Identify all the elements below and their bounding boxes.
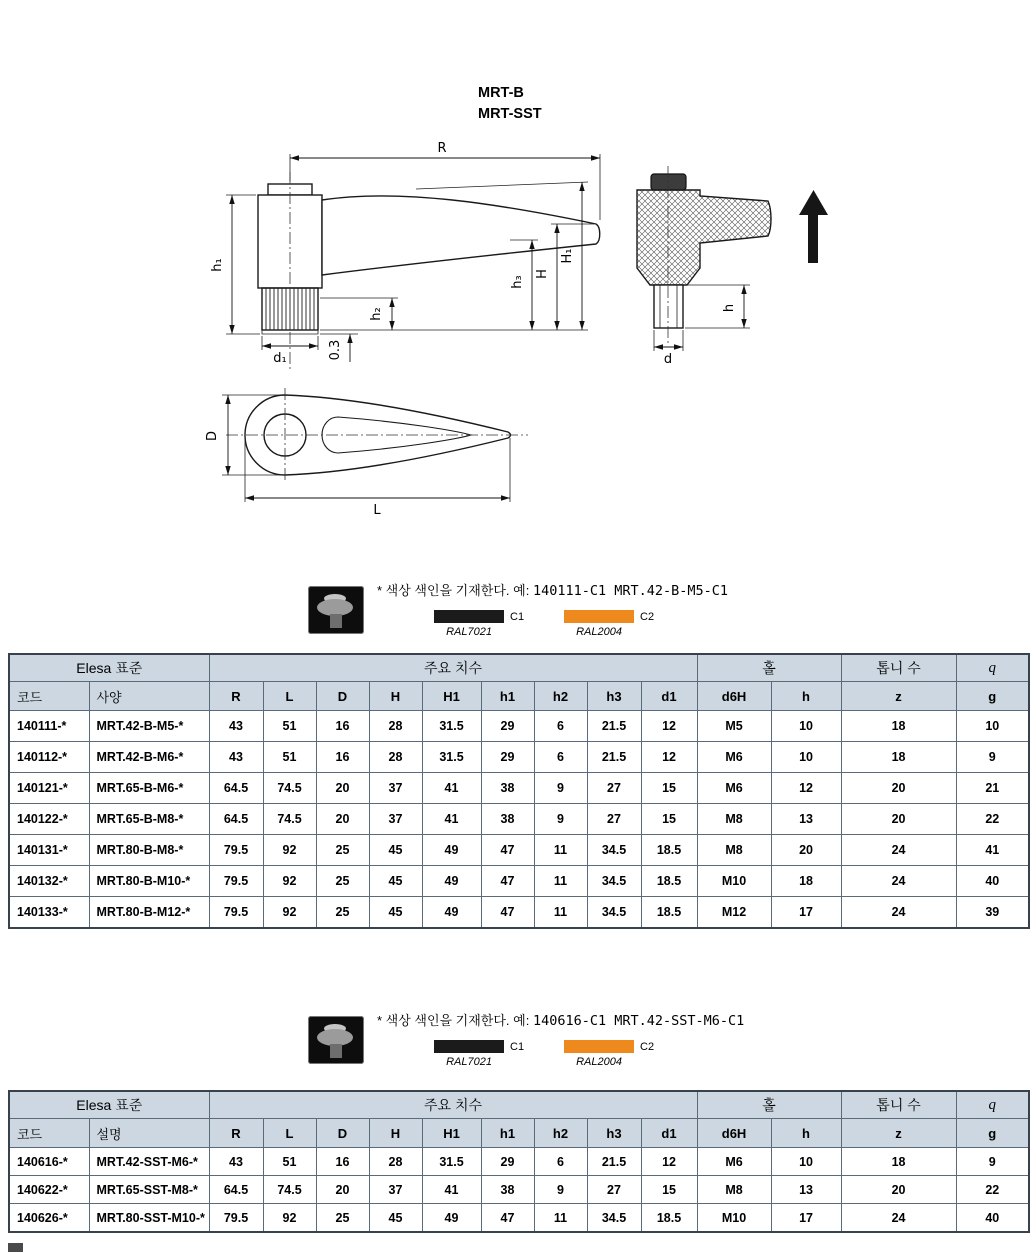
side-view-drawing (210, 141, 600, 370)
table-row (9, 711, 1029, 742)
value-cell: 24 (841, 1204, 956, 1233)
value-cell: 92 (263, 897, 316, 929)
value-cell: 41 (422, 773, 481, 804)
value-cell: M10 (697, 866, 771, 897)
value-cell: 17 (771, 897, 841, 929)
value-cell: 16 (316, 1148, 369, 1176)
color-swatch-group-c2 (564, 1040, 694, 1068)
table-group-header: Elesa 표준 (9, 654, 209, 682)
table-col-header: z (841, 682, 956, 711)
table-col-header: h3 (587, 1119, 641, 1148)
value-cell: 38 (481, 1176, 534, 1204)
value-cell: 20 (316, 773, 369, 804)
value-cell: 47 (481, 835, 534, 866)
table-col-header: 사양 (89, 682, 209, 711)
value-cell: 49 (422, 835, 481, 866)
value-cell: 24 (841, 835, 956, 866)
table-group-header-row (9, 1091, 1029, 1119)
dim-label-H1: H₁ (560, 248, 575, 264)
dim-label-D: D (205, 430, 220, 442)
value-cell: 25 (316, 1204, 369, 1233)
table-col-header: H (369, 1119, 422, 1148)
code-cell: 140132-* (9, 866, 89, 897)
value-cell: 45 (369, 1204, 422, 1233)
table-group-header: 홀 (697, 654, 841, 682)
value-cell: 18 (771, 866, 841, 897)
table-col-header: d6H (697, 682, 771, 711)
table-col-header: h (771, 1119, 841, 1148)
value-cell: 21 (956, 773, 1029, 804)
table-col-header: L (263, 1119, 316, 1148)
table-row (9, 804, 1029, 835)
value-cell: 15 (641, 1176, 697, 1204)
c2-ral-code: RAL2004 (576, 1056, 622, 1068)
value-cell: 6 (534, 742, 587, 773)
value-cell: 38 (481, 804, 534, 835)
table-col-header: L (263, 682, 316, 711)
table-row (9, 866, 1029, 897)
value-cell: 92 (263, 866, 316, 897)
table-row (9, 1176, 1029, 1204)
value-cell: 16 (316, 742, 369, 773)
value-cell: 6 (534, 711, 587, 742)
color-note-example: 140616-C1 MRT.42-SST-M6-C1 (532, 1013, 745, 1029)
value-cell: 12 (641, 711, 697, 742)
dim-label-h3: h₃ (510, 275, 525, 289)
color-note-body (377, 580, 728, 638)
table-col-header: h2 (534, 1119, 587, 1148)
table-col-header: D (316, 1119, 369, 1148)
value-cell: 20 (841, 804, 956, 835)
value-cell: 45 (369, 835, 422, 866)
value-cell: 51 (263, 711, 316, 742)
table-group-header: 주요 치수 (209, 1091, 697, 1119)
value-cell: 27 (587, 1176, 641, 1204)
color-swatch-group-c1 (434, 1040, 564, 1068)
value-cell: 47 (481, 1204, 534, 1233)
value-cell: 25 (316, 897, 369, 929)
table-row (9, 897, 1029, 929)
table-col-header: g (956, 1119, 1029, 1148)
c1-ral-code: RAL7021 (446, 626, 492, 638)
value-cell: 22 (956, 1176, 1029, 1204)
value-cell: 28 (369, 1148, 422, 1176)
table-group-header: q (956, 654, 1029, 682)
value-cell: 51 (263, 742, 316, 773)
table-row (9, 835, 1029, 866)
value-cell: 47 (481, 897, 534, 929)
section-view-drawing (637, 166, 828, 367)
spec-cell: MRT.42-B-M6-* (89, 742, 209, 773)
value-cell: 18.5 (641, 866, 697, 897)
table-col-header: 코드 (9, 1119, 89, 1148)
value-cell: 47 (481, 866, 534, 897)
color-swatch-group-c1 (434, 610, 564, 638)
value-cell: 9 (534, 1176, 587, 1204)
value-cell: 12 (641, 742, 697, 773)
table-group-header: 톱니 수 (841, 654, 956, 682)
value-cell: 18 (841, 711, 956, 742)
dim-label-h1: h₁ (210, 258, 225, 272)
handle-photo-stem (330, 1044, 342, 1058)
value-cell: 18.5 (641, 1204, 697, 1233)
spec-cell: MRT.80-SST-M10-* (89, 1204, 209, 1233)
value-cell: 92 (263, 1204, 316, 1233)
table-col-header: z (841, 1119, 956, 1148)
value-cell: 31.5 (422, 742, 481, 773)
table-row (9, 1204, 1029, 1233)
value-cell: M6 (697, 1148, 771, 1176)
code-cell: 140121-* (9, 773, 89, 804)
code-cell: 140122-* (9, 804, 89, 835)
value-cell: 29 (481, 1148, 534, 1176)
table-column-header-row (9, 682, 1029, 711)
value-cell: 21.5 (587, 1148, 641, 1176)
value-cell: 21.5 (587, 711, 641, 742)
value-cell: 29 (481, 742, 534, 773)
value-cell: M12 (697, 897, 771, 929)
table-col-header: H1 (422, 1119, 481, 1148)
value-cell: M8 (697, 835, 771, 866)
table-group-header: q (956, 1091, 1029, 1119)
value-cell: M8 (697, 804, 771, 835)
value-cell: 25 (316, 866, 369, 897)
table-group-header: Elesa 표준 (9, 1091, 209, 1119)
value-cell: 79.5 (209, 1204, 263, 1233)
code-cell: 140111-* (9, 711, 89, 742)
table-col-header: h3 (587, 682, 641, 711)
value-cell: 79.5 (209, 897, 263, 929)
table-row (9, 742, 1029, 773)
dim-label-offset: 0.3 (328, 339, 343, 361)
table-col-header: d1 (641, 682, 697, 711)
value-cell: 6 (534, 1148, 587, 1176)
value-cell: 31.5 (422, 1148, 481, 1176)
table-col-header: h (771, 682, 841, 711)
drawing-title-mrt-b: MRT-B (478, 85, 524, 101)
value-cell: 34.5 (587, 866, 641, 897)
value-cell: 18.5 (641, 897, 697, 929)
table-col-header: g (956, 682, 1029, 711)
c1-color-swatch (434, 1040, 504, 1053)
value-cell: 64.5 (209, 773, 263, 804)
value-cell: 64.5 (209, 804, 263, 835)
value-cell: 34.5 (587, 1204, 641, 1233)
table-col-header: d1 (641, 1119, 697, 1148)
color-note-b (308, 580, 728, 638)
drawing-title-mrt-sst: MRT-SST (478, 106, 542, 122)
value-cell: 49 (422, 897, 481, 929)
value-cell: 25 (316, 835, 369, 866)
spec-cell: MRT.80-B-M12-* (89, 897, 209, 929)
c1-label: C1 (510, 610, 525, 623)
value-cell: 41 (422, 1176, 481, 1204)
dim-label-d1: d₁ (273, 351, 287, 366)
value-cell: 37 (369, 773, 422, 804)
value-cell: 24 (841, 897, 956, 929)
knob-cap (651, 174, 686, 190)
value-cell: M8 (697, 1176, 771, 1204)
table-col-header: 코드 (9, 682, 89, 711)
code-cell: 140133-* (9, 897, 89, 929)
table-col-header: d6H (697, 1119, 771, 1148)
value-cell: 27 (587, 773, 641, 804)
value-cell: M5 (697, 711, 771, 742)
value-cell: 41 (422, 804, 481, 835)
table-col-header: h1 (481, 1119, 534, 1148)
value-cell: 34.5 (587, 835, 641, 866)
spec-cell: MRT.65-SST-M8-* (89, 1176, 209, 1204)
value-cell: 37 (369, 804, 422, 835)
value-cell: 21.5 (587, 742, 641, 773)
spec-cell: MRT.65-B-M8-* (89, 804, 209, 835)
color-note-body (377, 1010, 744, 1068)
value-cell: 28 (369, 742, 422, 773)
value-cell: 12 (641, 1148, 697, 1176)
technical-drawing (180, 78, 860, 528)
spec-cell: MRT.65-B-M6-* (89, 773, 209, 804)
value-cell: 74.5 (263, 1176, 316, 1204)
table-row (9, 1148, 1029, 1176)
value-cell: 43 (209, 711, 263, 742)
table-column-header-row (9, 1119, 1029, 1148)
table-group-header: 톱니 수 (841, 1091, 956, 1119)
color-note-text: * 색상 색인을 기재한다. 예: (377, 583, 530, 598)
table-col-header: H (369, 682, 422, 711)
value-cell: 11 (534, 1204, 587, 1233)
c1-color-swatch (434, 610, 504, 623)
value-cell: 40 (956, 866, 1029, 897)
table-col-header: H1 (422, 682, 481, 711)
value-cell: 51 (263, 1148, 316, 1176)
c2-color-swatch (564, 610, 634, 623)
dim-label-d: d (663, 352, 673, 367)
value-cell: 11 (534, 835, 587, 866)
value-cell: 10 (771, 742, 841, 773)
table-col-header: R (209, 1119, 263, 1148)
value-cell: 10 (771, 711, 841, 742)
value-cell: 41 (956, 835, 1029, 866)
c2-label: C2 (640, 1040, 655, 1053)
value-cell: 40 (956, 1204, 1029, 1233)
value-cell: 18 (841, 742, 956, 773)
value-cell: 34.5 (587, 897, 641, 929)
value-cell: 16 (316, 711, 369, 742)
spec-table-mrt-sst (8, 1090, 1030, 1233)
dim-label-h2: h₂ (369, 307, 384, 321)
value-cell: 79.5 (209, 835, 263, 866)
value-cell: 28 (369, 711, 422, 742)
table-col-header: h1 (481, 682, 534, 711)
product-photo (308, 586, 364, 634)
value-cell: 92 (263, 835, 316, 866)
dim-label-h: h (722, 303, 737, 313)
value-cell: 38 (481, 773, 534, 804)
value-cell: 11 (534, 897, 587, 929)
c1-label: C1 (510, 1040, 525, 1053)
dim-label-R: R (437, 141, 447, 156)
table-col-header: R (209, 682, 263, 711)
table-group-header: 홀 (697, 1091, 841, 1119)
value-cell: 9 (534, 773, 587, 804)
code-cell: 140626-* (9, 1204, 89, 1233)
c2-ral-code: RAL2004 (576, 626, 622, 638)
code-cell: 140112-* (9, 742, 89, 773)
value-cell: 18 (841, 1148, 956, 1176)
swatch-row (434, 610, 728, 638)
value-cell: 20 (316, 804, 369, 835)
value-cell: M6 (697, 742, 771, 773)
value-cell: 13 (771, 1176, 841, 1204)
value-cell: 43 (209, 1148, 263, 1176)
c2-color-swatch (564, 1040, 634, 1053)
spec-cell: MRT.80-B-M10-* (89, 866, 209, 897)
value-cell: 10 (771, 1148, 841, 1176)
spec-table-mrt-b (8, 653, 1030, 929)
table-col-header: D (316, 682, 369, 711)
value-cell: 49 (422, 866, 481, 897)
value-cell: 9 (956, 742, 1029, 773)
value-cell: 37 (369, 1176, 422, 1204)
value-cell: 11 (534, 866, 587, 897)
color-note-sst (308, 1010, 744, 1068)
value-cell: 10 (956, 711, 1029, 742)
product-photo (308, 1016, 364, 1064)
handle-photo-stem (330, 614, 342, 628)
value-cell: 45 (369, 866, 422, 897)
code-cell: 140131-* (9, 835, 89, 866)
table-col-header: 설명 (89, 1119, 209, 1148)
table-row (9, 773, 1029, 804)
c2-label: C2 (640, 610, 655, 623)
value-cell: 20 (771, 835, 841, 866)
value-cell: 18.5 (641, 835, 697, 866)
swatch-row (434, 1040, 744, 1068)
value-cell: 24 (841, 866, 956, 897)
code-cell: 140616-* (9, 1148, 89, 1176)
value-cell: M10 (697, 1204, 771, 1233)
value-cell: 74.5 (263, 804, 316, 835)
value-cell: 64.5 (209, 1176, 263, 1204)
table-group-header-row (9, 654, 1029, 682)
up-arrow-icon (799, 190, 828, 263)
dim-label-H: H (535, 269, 550, 279)
code-cell: 140622-* (9, 1176, 89, 1204)
value-cell: 49 (422, 1204, 481, 1233)
color-swatch-group-c2 (564, 610, 694, 638)
value-cell: 31.5 (422, 711, 481, 742)
value-cell: M6 (697, 773, 771, 804)
value-cell: 9 (956, 1148, 1029, 1176)
value-cell: 12 (771, 773, 841, 804)
value-cell: 9 (534, 804, 587, 835)
value-cell: 39 (956, 897, 1029, 929)
value-cell: 22 (956, 804, 1029, 835)
spec-cell: MRT.42-SST-M6-* (89, 1148, 209, 1176)
color-note-example: 140111-C1 MRT.42-B-M5-C1 (532, 583, 729, 599)
value-cell: 15 (641, 804, 697, 835)
value-cell: 43 (209, 742, 263, 773)
spec-cell: MRT.80-B-M8-* (89, 835, 209, 866)
value-cell: 74.5 (263, 773, 316, 804)
dim-label-L: L (373, 503, 381, 518)
table-col-header: h2 (534, 682, 587, 711)
value-cell: 13 (771, 804, 841, 835)
top-view-drawing (205, 388, 528, 518)
value-cell: 15 (641, 773, 697, 804)
value-cell: 45 (369, 897, 422, 929)
value-cell: 20 (316, 1176, 369, 1204)
value-cell: 17 (771, 1204, 841, 1233)
value-cell: 20 (841, 773, 956, 804)
table-group-header: 주요 치수 (209, 654, 697, 682)
spec-cell: MRT.42-B-M5-* (89, 711, 209, 742)
value-cell: 20 (841, 1176, 956, 1204)
value-cell: 79.5 (209, 866, 263, 897)
footer-mark (8, 1243, 23, 1252)
value-cell: 29 (481, 711, 534, 742)
value-cell: 27 (587, 804, 641, 835)
c1-ral-code: RAL7021 (446, 1056, 492, 1068)
color-note-text: * 색상 색인을 기재한다. 예: (377, 1013, 530, 1028)
